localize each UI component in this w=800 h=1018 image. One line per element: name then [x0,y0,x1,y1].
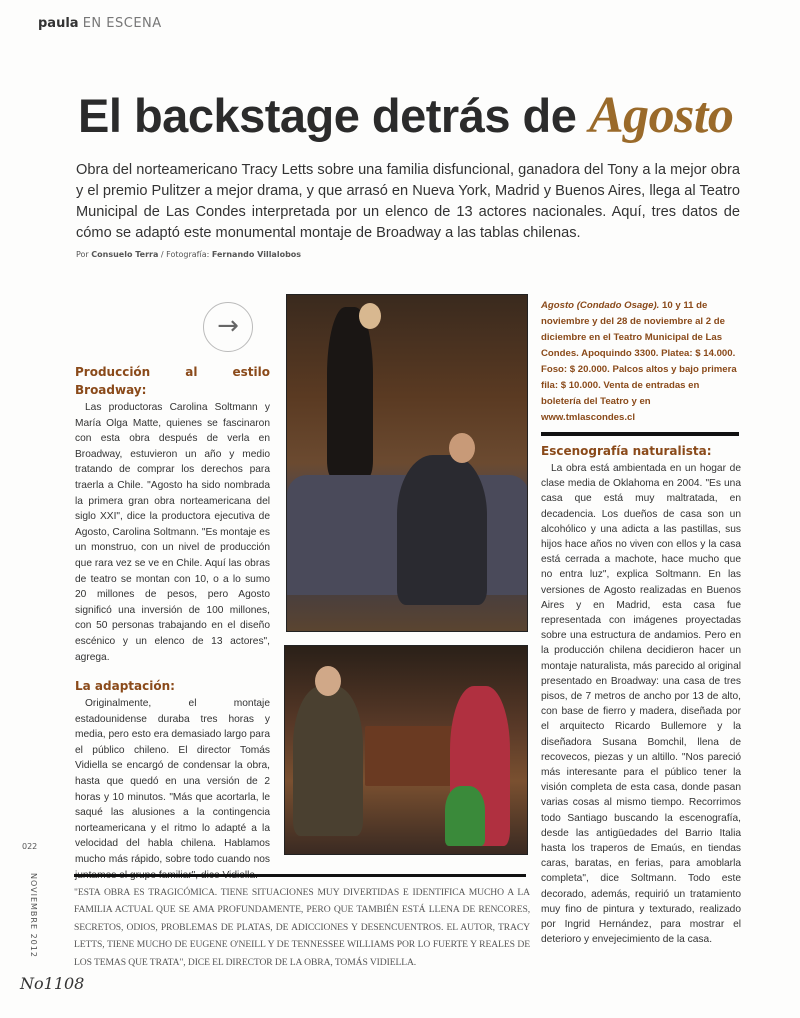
photo-stage-scene-2 [284,645,528,855]
section-name: EN ESCENA [82,16,162,31]
woman-legs [445,786,485,846]
old-man-figure [293,686,363,836]
section-broadway [75,363,270,665]
section-body: La obra está ambientada en un hogar de clase media de Oklahoma en 2004. "Es una casa que está muy maltratada, en decadencia. Los dueños de casa son un alcohólico y una adicta a las pastillas, sus hijos hace años no viven con ellos y la casa está cerrada a machote, hace mucho que no entra luz", explica Soltmann. En las versiones de Agosto realizadas en Buenos Aires y en Madrid, esta casa fue representada con imágenes proyectadas sobre una estructura de andamios. Pero en la producción chilena decidieron hacer un montaje naturalista, más parecido al original presentado en Broadway: una casa de tres pisos, de 7 metros de ancho por 13 de alto, con base de fierro y madera, diseñada por el arquitecto Ricardo Bullemore y la diseñadora Susana Bomchil, llena de recovecos, piezas y un altillo. "Nos pareció más interesante para el público tener la visión completa de esta casa, donde pasan varias cosas al mismo tiempo. Recorrimos todo Santiago buscando la escenografía, desde las antigüedades del Barrio Italia hasta los traperos de Emaús, en tiendas caras, baratas, en ferias, para amoblarla completa", dice Soltmann. Todo este decorado, además, requirió un tratamiento muy fino de pintura y texturado, realizado por Ingrid Hernández, para mostrar el deterioro y envejecimiento de la casa. [541,463,741,946]
handwritten-note: No1108 [20,974,85,993]
title-main: El backstage detrás de [78,89,589,142]
info-text: 10 y 11 de noviembre y del 28 de noviembre al 2 de diciembre en el Teatro Municipal de Las Condes. Apoquindo 3300. Platea: $ 14.000. Foso: $ 20.000. Palcos altos y bajo primera fila: $ 10.000. Venta de entradas en boletería del Teatro y en www.tmlascondes.cl [541,300,737,423]
actress-head [359,303,381,329]
brand: paula [38,16,79,31]
actor-figure [397,455,487,605]
section-body: Originalmente, el montaje estadounidense duraba tres horas y media, pero esto era demasiado largo para el público chileno. El director Tomás Vidiella se encargó de condensar la obra, hasta que quedó en una versión de 2 horas y 10 minutos. "Más que acortarla, le saqué las alusiones a la contingencia norteamericana y el ritmo lo adapté a la velocidad del habla chilena. Hablamos mucho más rápido, sobre todo cuando nos [75,698,270,866]
actress-figure [327,307,373,477]
divider [74,874,526,877]
section-heading: Escenografía naturalista: [541,444,712,458]
info-box [541,298,741,426]
photographer: Fernando Villalobos [211,250,302,259]
right-column [541,298,741,948]
section-adaptacion [75,677,270,883]
pull-quote: "ESTA OBRA ES TRAGICÓMICA. TIENE SITUACIONES MUY DIVERTIDAS E IDENTIFICA MUCHO A LA FAMILIA ACTUAL QUE SE AMA PROFUNDAMENTE, PERO QUE TAMBIÉN ESTÁ LLENA DE RENCORES, SECRETOS, ODIOS, PROBLEMAS DE PLATAS, DE ADICCIONES Y DESENCUENTROS. EL AUTOR, TRACY LETTS, TIENE MUCHO DE EUGENE O'NEILL Y DE TENNESSEE WILLIAMS POR LO FUERTE Y REALES DE LOS TEMAS QUE TRATA", DICE EL DIRECTOR DE LA OBRA, TOMÁS VIDIELLA. [74,887,530,968]
actor-head [449,433,475,463]
left-column [75,363,270,883]
arrow-right-icon: → [203,302,253,352]
intro-paragraph: Obra del norteamericano Tracy Letts sobre una familia disfuncional, ganadora del Tony a la mejor obra y el premio Pulitzer a mejor drama, y que arrasó en Nueva York, Madrid y Buenos Aires, llega al Teatro Municipal de Las Condes interpretada por un elenco de 13 actores nacionales. Aquí, tres datos de cómo se adaptó este monumental montaje de Broadway a las tablas chilenas. [76,162,740,241]
info-title: Agosto (Condado Osage). [541,300,660,311]
old-man-head [315,666,341,696]
byline [76,250,740,260]
photo-stage-scene-1 [286,294,528,632]
title-accent: Agosto [588,87,734,144]
section-escenografia [541,442,741,948]
issue-date: NOVIEMBRE 2012 [29,872,38,958]
page-number: 022 [22,842,38,851]
section-heading: La adaptación: [75,679,175,694]
byline-sep: / Fotografía: [160,250,210,259]
section-header [38,16,162,31]
article-title [78,86,733,145]
divider [541,432,739,436]
section-body: Las productoras Carolina Soltmann y María Olga Matte, quienes se fascinaron con esta obra después de verla en Broadway, estuvieron un año y medio tratando de comprar los derechos para traerla a Chile. "Agosto ha sido nombrada la primera gran obra norteamericana del siglo XXI", dice la productora ejecutiva de Agosto, Carolina Soltmann. "Es montaje es un monstruo, con un nivel de producción que rara vez se ve en Chile. Aquí las obras de teatro se montan con 10, o a lo sumo 20 millones de pesos, pero Agosto significó una inversión de 100 millones, con 50 personas trabajando en el diseño escénico y un elenco de 13 actores", agrega. [75,402,271,663]
intro-block [76,160,740,260]
section-heading: Producción al estilo Broadway: [75,365,270,397]
byline-prefix: Por [76,250,89,259]
author: Consuelo Terra [91,250,159,259]
